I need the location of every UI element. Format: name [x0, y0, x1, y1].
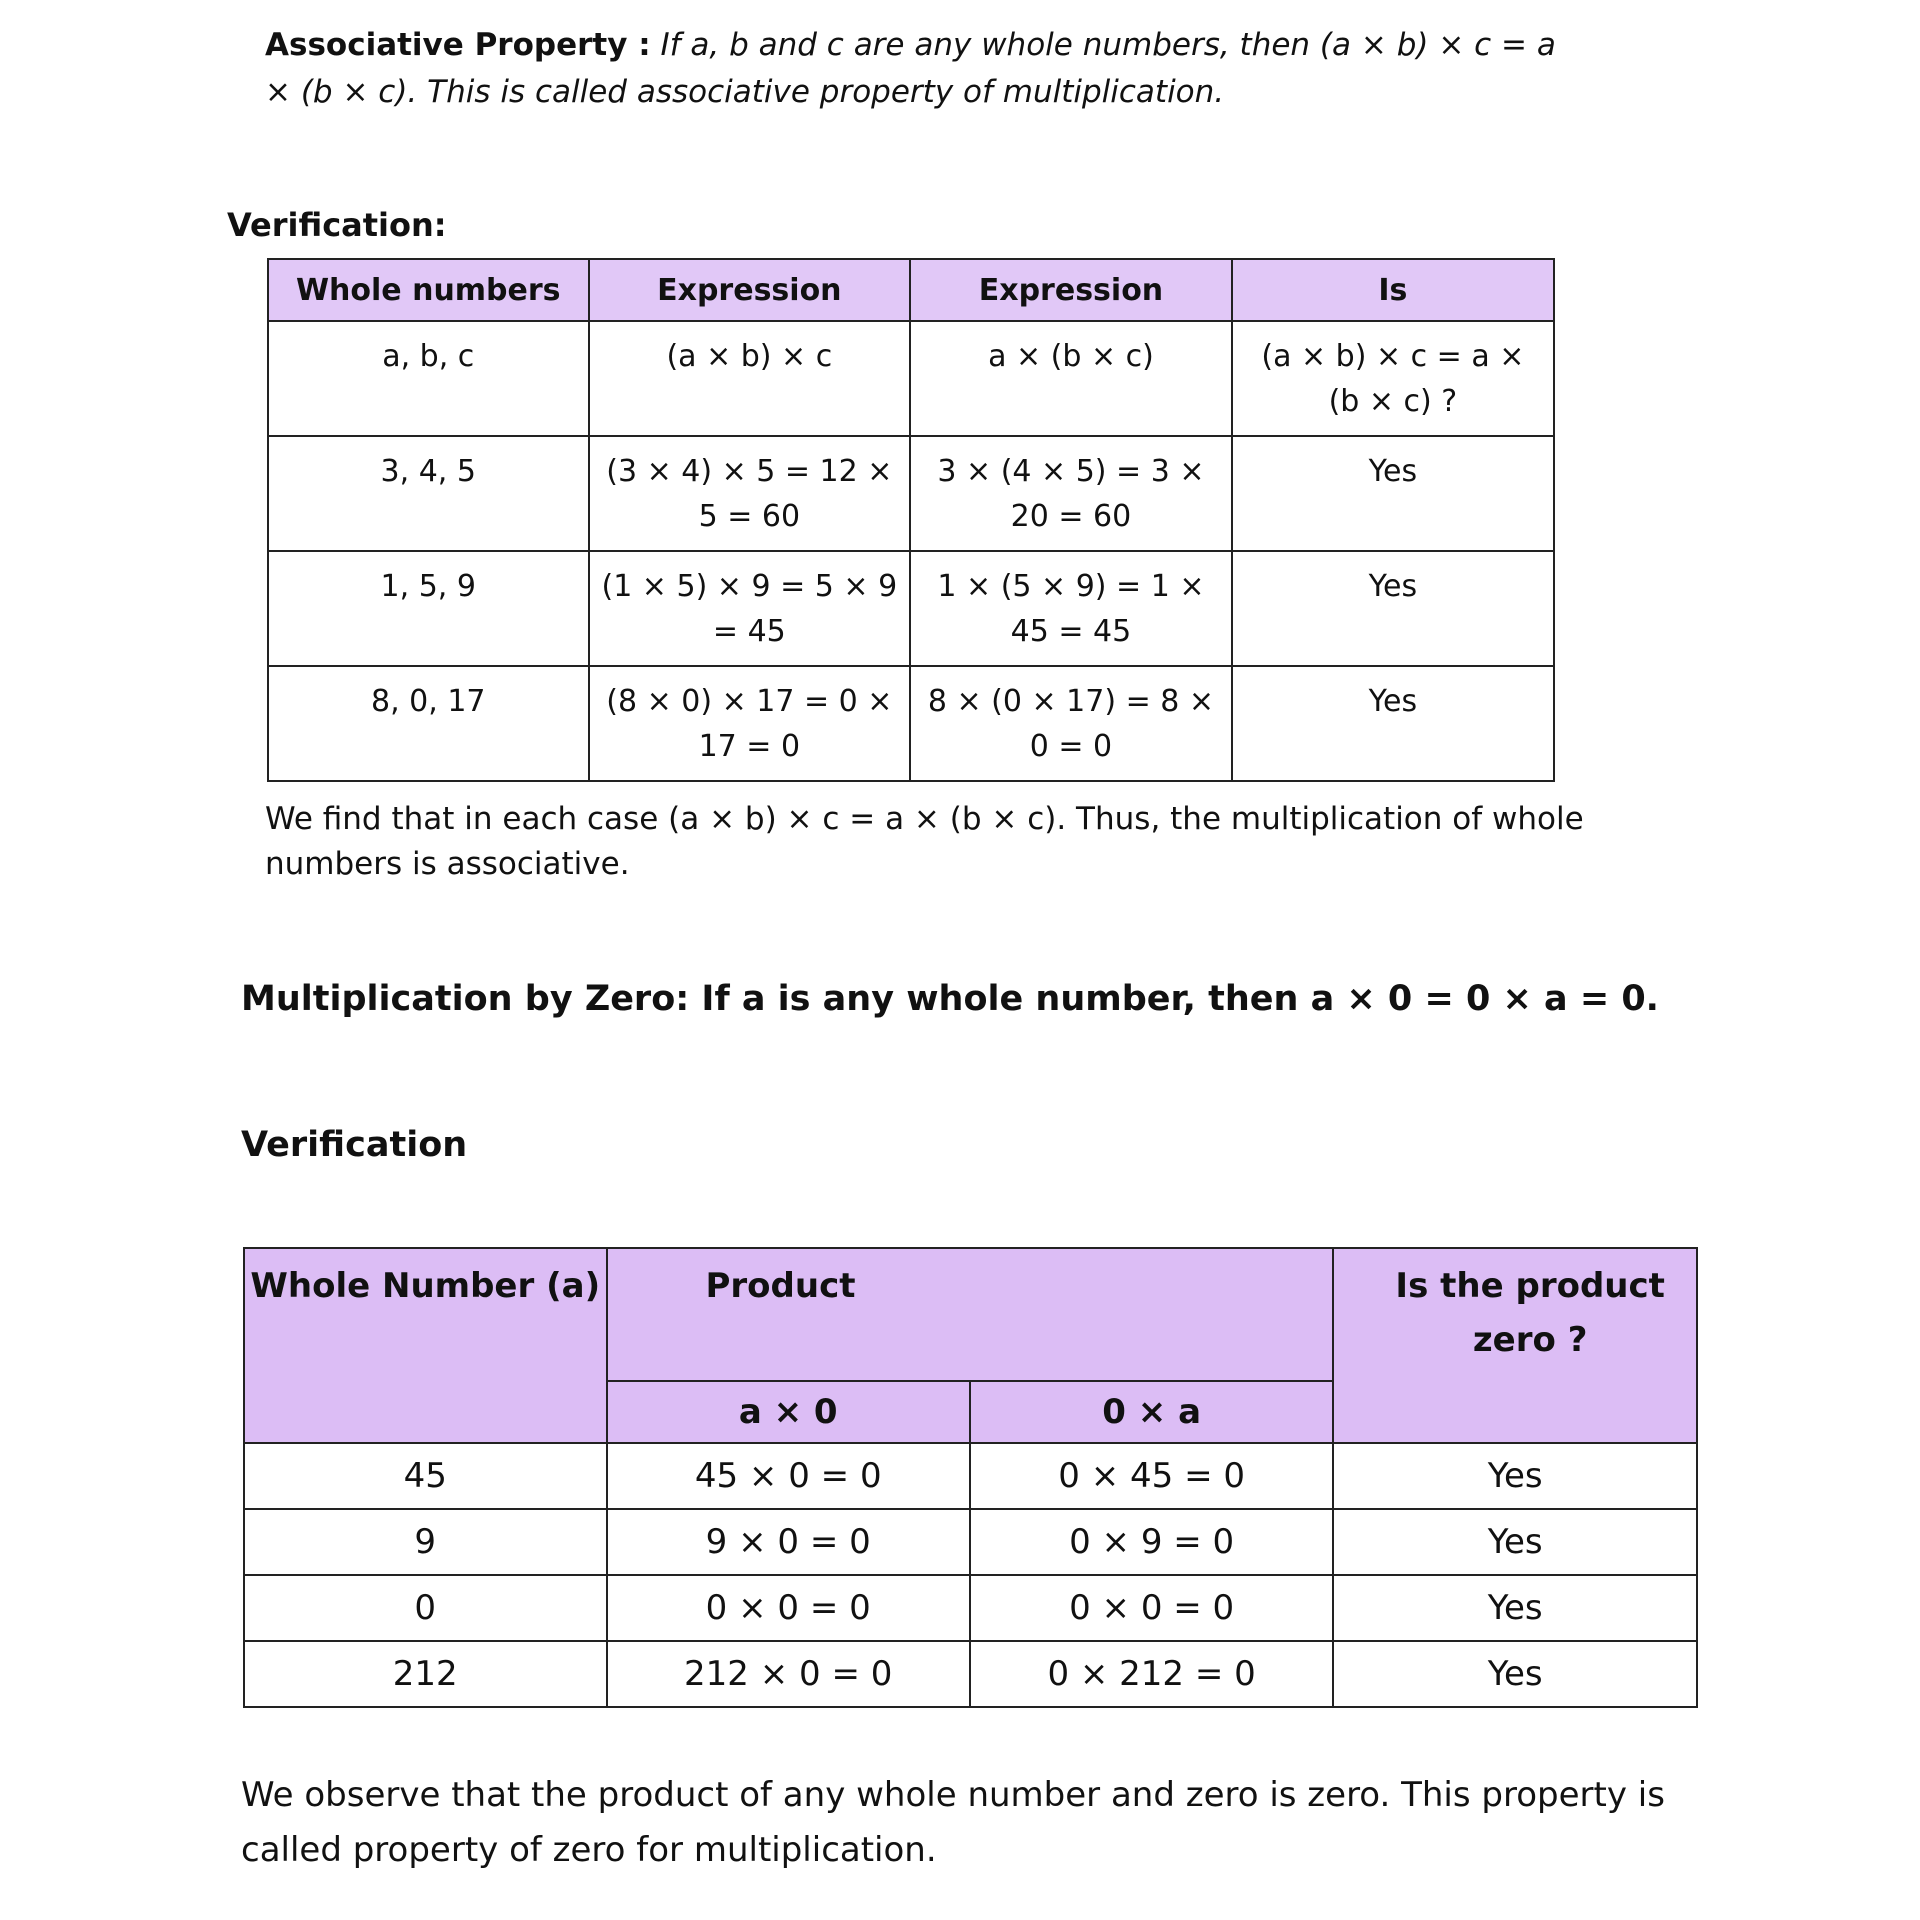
table-row — [268, 551, 1554, 666]
table-row — [244, 1443, 1697, 1509]
table-cell: 8 × (0 × 17) = 8 × 0 = 0 — [910, 666, 1232, 781]
header-is: Is — [1232, 259, 1554, 321]
associative-table — [267, 258, 1555, 782]
table-cell: 3 × (4 × 5) = 3 × 20 = 60 — [910, 436, 1232, 551]
table-cell: (a × b) × c = a × (b × c) ? — [1232, 321, 1554, 436]
header-expression-2: Expression — [910, 259, 1232, 321]
table-cell: 3, 4, 5 — [268, 436, 589, 551]
zero-property-conclusion: We observe that the product of any whole number and zero is zero. This property is called property of zero for multiplication. — [241, 1775, 1665, 1870]
table-row — [268, 321, 1554, 436]
table-cell: 0 × 0 = 0 — [607, 1575, 970, 1641]
table-cell: Yes — [1333, 1509, 1697, 1575]
table-row — [268, 436, 1554, 551]
table-cell: Yes — [1333, 1443, 1697, 1509]
table-cell: Yes — [1333, 1641, 1697, 1707]
table-cell: 9 × 0 = 0 — [607, 1509, 970, 1575]
table-cell: 9 — [244, 1509, 607, 1575]
table-cell: (8 × 0) × 17 = 0 × 17 = 0 — [589, 666, 911, 781]
associative-property-label: Associative Property : — [265, 27, 651, 63]
table-header-row — [268, 259, 1554, 321]
table-cell: Yes — [1232, 666, 1554, 781]
table-row — [244, 1509, 1697, 1575]
table-cell: Yes — [1333, 1575, 1697, 1641]
zero-property-heading: Multiplication by Zero: If a is any whole number, then a × 0 = 0 × a = 0. — [241, 979, 1659, 1019]
table-cell: 1 × (5 × 9) = 1 × 45 = 45 — [910, 551, 1232, 666]
table-cell: 0 × 9 = 0 — [970, 1509, 1333, 1575]
table-row — [244, 1575, 1697, 1641]
header-0-times-a: 0 × a — [970, 1381, 1333, 1443]
table-cell: (3 × 4) × 5 = 12 × 5 = 60 — [589, 436, 911, 551]
table-row — [268, 666, 1554, 781]
table-cell: 1, 5, 9 — [268, 551, 589, 666]
zero-table — [243, 1247, 1698, 1708]
table-cell: 212 — [244, 1641, 607, 1707]
associative-property-paragraph — [265, 22, 1585, 116]
verification-heading-1: Verification: — [227, 206, 447, 244]
table-cell: a, b, c — [268, 321, 589, 436]
table-cell: 212 × 0 = 0 — [607, 1641, 970, 1707]
table-cell: (1 × 5) × 9 = 5 × 9 = 45 — [589, 551, 911, 666]
header-expression-1: Expression — [589, 259, 911, 321]
table-cell: (a × b) × c — [589, 321, 911, 436]
table-header-row — [244, 1248, 1697, 1381]
table-cell: a × (b × c) — [910, 321, 1232, 436]
table-cell: Yes — [1232, 436, 1554, 551]
table-cell: 45 × 0 = 0 — [607, 1443, 970, 1509]
table-cell: Yes — [1232, 551, 1554, 666]
header-product: Product — [607, 1248, 1334, 1381]
associative-conclusion: We find that in each case (a × b) × c = a × (b × c). Thus, the multiplication of whole numbers is associative. — [265, 801, 1584, 882]
header-whole-numbers: Whole numbers — [268, 259, 589, 321]
associative-property-text: If a, b and c are any whole numbers, then (a × b) × c = a × (b × c). This is called associative property of multiplication. — [265, 27, 1556, 110]
table-cell: 0 × 0 = 0 — [970, 1575, 1333, 1641]
table-cell: 0 × 212 = 0 — [970, 1641, 1333, 1707]
table-row — [244, 1641, 1697, 1707]
table-cell: 8, 0, 17 — [268, 666, 589, 781]
header-whole-number: Whole Number (a) — [244, 1248, 607, 1443]
verification-heading-2: Verification — [241, 1125, 468, 1165]
table-cell: 0 × 45 = 0 — [970, 1443, 1333, 1509]
table-cell: 45 — [244, 1443, 607, 1509]
table-cell: 0 — [244, 1575, 607, 1641]
header-a-times-0: a × 0 — [607, 1381, 970, 1443]
header-is-product-zero: Is the product zero ? — [1333, 1248, 1697, 1443]
